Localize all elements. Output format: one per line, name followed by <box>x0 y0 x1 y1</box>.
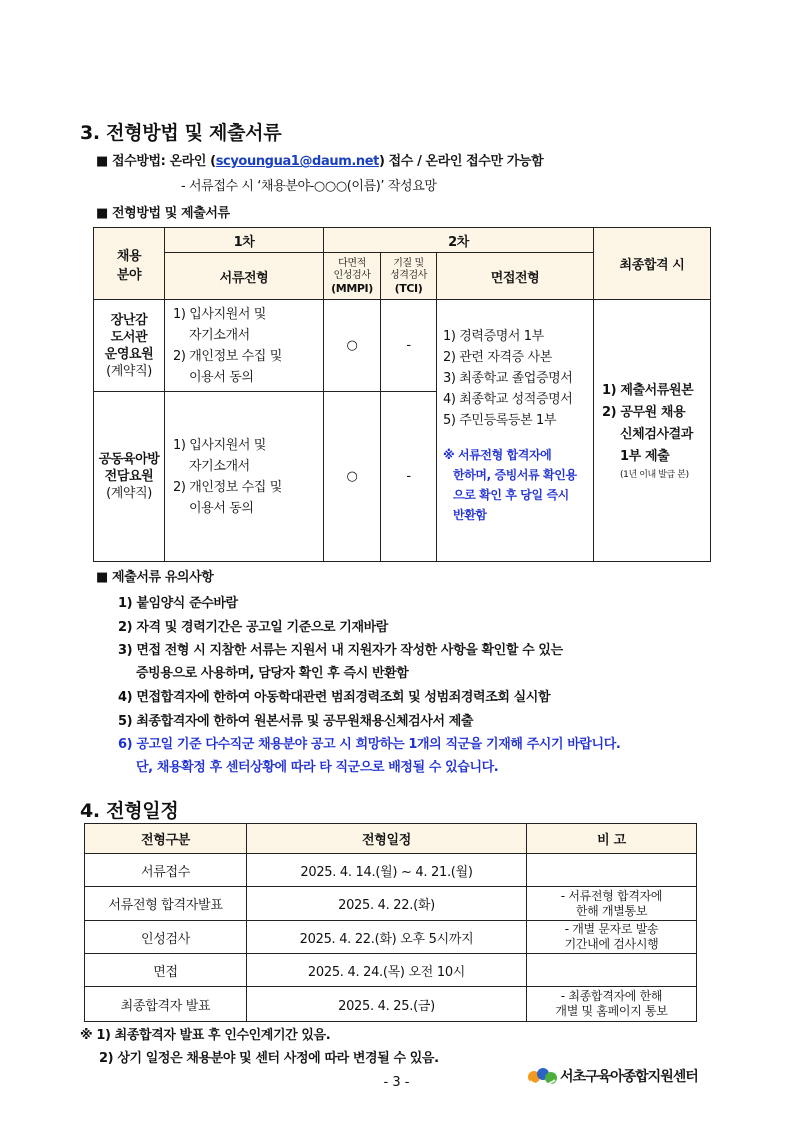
note-4: 4) 면접합격자에 한하여 아동학대관련 범죄경력조회 및 성범죄경력조회 실시함 <box>118 690 551 705</box>
row2-tci: - <box>381 392 437 562</box>
notes-heading: ■ 제출서류 유의사항 <box>96 570 214 585</box>
row2-name-2: 전담요원 <box>104 469 154 484</box>
interview-doc-3: 3) 최종학교 졸업증명서 <box>443 371 573 386</box>
schedule-date: 2025. 4. 22.(화) 오후 5시까지 <box>247 921 527 954</box>
schedule-type: 인성검사 <box>85 921 247 954</box>
row2-mmpi: ○ <box>324 392 381 562</box>
row2-doc-2b: 이용서 동의 <box>189 500 254 516</box>
interview-note-2: 한하며, 증빙서류 확인용 <box>453 468 577 482</box>
row1-mmpi: ○ <box>324 300 381 392</box>
section3-title: 3. 전형방법 및 제출서류 <box>80 122 282 144</box>
org-name: 서초구육아종합지원센터 <box>560 1069 698 1085</box>
row2-doc-1: 1) 입사지원서 및 <box>173 437 266 453</box>
receipt-note: - 서류접수 시 ‘채용분야-○○○(이름)’ 작성요망 <box>181 179 437 194</box>
col-doc: 서류전형 <box>165 253 324 300</box>
note-5: 5) 최종합격자에 한하여 원본서류 및 공무원채용신체검사서 제출 <box>118 714 474 729</box>
org-logo-icon <box>526 1064 558 1088</box>
row1-name-1: 장난감 <box>110 312 148 328</box>
row2-doc-2: 2) 개인정보 수집 및 <box>173 479 282 495</box>
schedule-header-type: 전형구분 <box>85 824 247 854</box>
org-logo <box>526 1064 698 1088</box>
col-field-line2: 분야 <box>116 267 142 283</box>
col-mmpi <box>324 253 381 300</box>
interview-note <box>443 445 593 525</box>
interview-note-1: ※ 서류전형 합격자에 <box>443 448 552 462</box>
schedule-foot-2: 2) 상기 일정은 채용분야 및 센터 사정에 따라 변경될 수 있음. <box>99 1051 439 1066</box>
row2-type: (계약직) <box>106 486 152 501</box>
schedule-remark <box>527 854 697 887</box>
schedule-foot-1: ※ 1) 최종합격자 발표 후 인수인계기간 있음. <box>80 1028 331 1043</box>
col-field <box>94 228 165 300</box>
page-number: - 3 - <box>383 1075 410 1090</box>
table-row <box>85 887 697 921</box>
col-mmpi-3: (MMPI) <box>331 281 373 295</box>
note-1: 1) 붙임양식 준수바람 <box>118 596 238 611</box>
receipt-email-link[interactable]: scyoungua1@daum.net <box>215 154 379 169</box>
final-docs <box>594 300 711 562</box>
col-field-line1: 채용 <box>116 248 142 264</box>
interview-docs <box>437 300 594 562</box>
schedule-header-remark: 비 고 <box>527 824 697 854</box>
schedule-remark-1: - 최종합격자에 한해 <box>560 989 663 1003</box>
row1-type: (계약직) <box>106 363 152 379</box>
schedule-remark-2: 기간내에 검사시행 <box>564 937 659 951</box>
note-6b: 단, 채용확정 후 센터상황에 따라 타 직군으로 배정될 수 있습니다. <box>136 760 499 775</box>
schedule-date: 2025. 4. 22.(화) <box>247 887 527 921</box>
selection-table <box>93 227 711 562</box>
interview-doc-4: 4) 최종학교 성적증명서 <box>443 392 573 407</box>
col-round2: 2차 <box>324 228 594 253</box>
final-1: 1) 제출서류원본 <box>602 382 694 398</box>
table-row <box>85 987 697 1022</box>
row1-doc-2: 2) 개인정보 수집 및 <box>173 348 282 364</box>
col-mmpi-1: 다면적 <box>338 257 366 269</box>
note-3: 3) 면접 전형 시 지참한 서류는 지원서 내 지원자가 작성한 사항을 확인할 수 있는 <box>118 643 563 658</box>
interview-doc-5: 5) 주민등록등본 1부 <box>443 413 556 428</box>
schedule-remark-1: - 개별 문자로 발송 <box>564 922 659 936</box>
col-tci-2: 성격검사 <box>389 269 428 281</box>
row1-name-3: 운영요원 <box>104 346 154 362</box>
receipt-prefix: ■ 접수방법: 온라인 ( <box>96 154 216 169</box>
final-2: 2) 공무원 채용 <box>602 404 686 420</box>
row1-doc-2b: 이용서 동의 <box>189 369 254 385</box>
receipt-suffix: ) 접수 / 온라인 접수만 가능함 <box>378 154 544 169</box>
row2-doc-1b: 자기소개서 <box>189 458 250 474</box>
note-2: 2) 자격 및 경력기간은 공고일 기준으로 기재바람 <box>118 620 388 635</box>
interview-note-4: 반환함 <box>453 508 487 522</box>
interview-doc-1: 1) 경력증명서 1부 <box>443 329 544 344</box>
schedule-remark <box>527 987 697 1022</box>
final-note: (1년 이내 발급 본) <box>620 469 689 480</box>
table-row <box>85 921 697 954</box>
schedule-type: 면접 <box>85 954 247 987</box>
row1-field <box>94 300 165 392</box>
table-row <box>85 854 697 887</box>
schedule-type: 최종합격자 발표 <box>85 987 247 1022</box>
schedule-type: 서류접수 <box>85 854 247 887</box>
final-2c: 1부 제출 <box>620 448 670 464</box>
schedule-remark <box>527 887 697 921</box>
col-tci-1: 기질 및 <box>393 257 424 269</box>
schedule-date: 2025. 4. 25.(금) <box>247 987 527 1022</box>
final-2b: 신체검사결과 <box>620 426 693 442</box>
table-row <box>85 954 697 987</box>
col-tci <box>381 253 437 300</box>
row2-docs <box>165 392 324 562</box>
row1-doc-1b: 자기소개서 <box>189 327 250 343</box>
schedule-remark <box>527 954 697 987</box>
row1-tci: - <box>381 300 437 392</box>
schedule-date: 2025. 4. 14.(월) ~ 4. 21.(월) <box>247 854 527 887</box>
row1-name-2: 도서관 <box>110 329 148 345</box>
col-mmpi-2: 인성검사 <box>333 269 371 281</box>
section4-title: 4. 전형일정 <box>80 800 179 822</box>
row2-name-1: 공동육아방 <box>98 452 160 467</box>
schedule-remark-1: - 서류전형 합격자에 <box>560 888 663 903</box>
schedule-remark <box>527 921 697 954</box>
note-3b: 증빙용으로 사용하며, 담당자 확인 후 즉시 반환함 <box>136 666 409 681</box>
schedule-table <box>84 823 697 1022</box>
col-interview: 면접전형 <box>437 253 594 300</box>
col-final: 최종합격 시 <box>594 228 711 300</box>
row1-docs <box>165 300 324 392</box>
schedule-date: 2025. 4. 24.(목) 오전 10시 <box>247 954 527 987</box>
schedule-remark-2: 한해 개별통보 <box>575 903 648 918</box>
col-tci-3: (TCI) <box>394 281 423 295</box>
schedule-header-date: 전형일정 <box>247 824 527 854</box>
interview-doc-2: 2) 관련 자격증 사본 <box>443 350 552 365</box>
schedule-type: 서류전형 합격자발표 <box>85 887 247 921</box>
method-heading: ■ 전형방법 및 제출서류 <box>96 206 230 221</box>
receipt-method <box>96 150 543 169</box>
interview-note-3: 으로 확인 후 당일 즉시 <box>453 488 569 502</box>
schedule-remark-2: 개별 및 홈페이지 통보 <box>555 1004 668 1018</box>
col-round1: 1차 <box>165 228 324 253</box>
row2-field <box>94 392 165 562</box>
row1-doc-1: 1) 입사지원서 및 <box>173 306 266 322</box>
note-6: 6) 공고일 기준 다수직군 채용분야 공고 시 희망하는 1개의 직군을 기재해 주시기 바랍니다. <box>118 737 621 752</box>
